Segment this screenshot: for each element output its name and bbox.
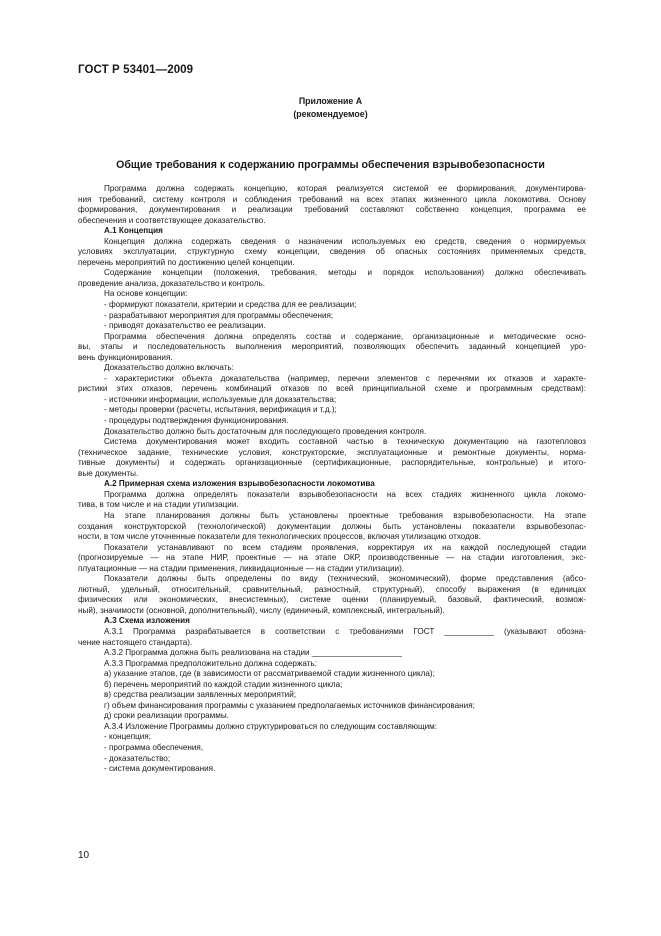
text-line: Система документирования может входить составной частью в техническую документацию на газотепловоз — [104, 437, 586, 447]
text-line: проведение анализа, доказательство и контроль. — [78, 278, 266, 288]
text-line: - разрабатывают мероприятия для программы обеспечения; — [104, 310, 334, 320]
text-line: чение настоящего стандарта). — [78, 637, 193, 647]
text-line: - концепция; — [104, 732, 151, 742]
text-line: Доказательство должно включать: — [104, 363, 234, 373]
body-text — [78, 184, 586, 775]
text-line: А.3.3 Программа предположительно должна содержать: — [104, 658, 317, 668]
text-line: плуатационные — на стадии применения, ликвидационные — на стадии утилизации). — [78, 563, 405, 573]
text-line: (техническое задание, технические условия, конструкторские, эксплуатационные и ремонтные документы, норма- — [78, 447, 586, 457]
text-line: г) объем финансирования программы с указанием предполагаемых источников финансирования; — [104, 700, 475, 710]
text-line: вень функционирования. — [78, 352, 173, 362]
text-line: - методы проверки (расчеты, испытания, верификация и т.д.); — [104, 405, 337, 415]
text-line: - характеристики объекта доказательства (например, перечни элементов с перечнями их отказов и характе- — [104, 373, 586, 383]
text-line: - доказательство; — [104, 753, 171, 763]
text-line: тива, в том числе и на стадии утилизации. — [78, 500, 239, 510]
text-line: А.3.4 Изложение Программы должно структурироваться по следующим составляющим: — [104, 721, 438, 731]
text-line: А.3.1 Программа разрабатывается в соответствии с требованиями ГОСТ ___________ (указывают обозна- — [104, 626, 586, 636]
text-line: тивные документы) и содержать организационные (сертификационные, распорядительные, контрольные) и итого- — [78, 458, 586, 468]
text-line: На основе концепции: — [104, 289, 188, 299]
text-line: д) сроки реализации программы. — [104, 711, 229, 721]
text-line: перечень мероприятий по достижению целей концепции. — [78, 257, 295, 267]
text-line: - система документирования. — [104, 764, 216, 774]
text-line: создания конструкторской (технологической) документации должны быть установлены показатели взрывобезопас- — [78, 521, 586, 531]
text-line: Показатели должны быть определены по виду (технический, экономический), форме представления (абсо- — [104, 574, 586, 584]
text-line: (прогнозируемые — на этапе НИР, проектные — на этапе ОКР, производственные — на стадии изготовления, экс- — [78, 553, 586, 563]
text-line: Содержание концепции (положения, требования, методы и порядок использования) должно обеспечивать — [104, 268, 586, 278]
text-line: Программа должна содержать концепцию, которая реализуется системой ее формирования, документирова- — [104, 184, 586, 193]
text-line: ности, в том числе уточненные показатели для технологических процессов, включая утилизацию отходов. — [78, 532, 481, 542]
text-line: Доказательство должно быть достаточным для последующего проведения контроля. — [104, 426, 427, 436]
text-line: Концепция должна содержать сведения о назначении используемых ею средств, сведения о нормируемых — [104, 236, 586, 246]
text-line: - формируют показатели, критерии и средства для ее реализации; — [104, 300, 357, 310]
text-line: вы, этапы и последовательность выполнения мероприятий, позволяющих обеспечить заданный концепцией уро- — [78, 342, 586, 352]
text-line: - процедуры подтверждения функционирования. — [104, 416, 289, 426]
section-heading: А.1 Концепция — [104, 226, 163, 236]
section-heading: А.2 Примерная схема изложения взрывобезопасности локомотива — [104, 479, 375, 489]
text-line: ния требований, систему контроля и соблюдения требований на всех этапах жизненного цикла локомотива. Основу — [78, 194, 586, 204]
text-line: - программа обеспечения, — [104, 742, 204, 752]
text-line: формирования, документирования и реализации требований составляют собственно концепция, программа ее — [78, 205, 586, 215]
text-line: вые документы. — [78, 468, 139, 478]
section-heading: А.3 Схема изложения — [104, 616, 190, 626]
text-line: физических или экономических, внесистемных), системе оценки (планируемый, базовый, фактический, возмож- — [78, 595, 586, 605]
text-line: обеспечения и соответствующее доказательство. — [78, 215, 266, 225]
text-line: а) указание этапов, где (в зависимости от рассматриваемой стадии жизненного цикла); — [104, 669, 435, 679]
appendix-subtitle: (рекомендуемое) — [293, 109, 368, 119]
section-title: Общие требования к содержанию программы обеспечения взрывобезопасности — [116, 159, 545, 171]
text-line: в) средства реализации заявленных мероприятий; — [104, 690, 297, 700]
document-code: ГОСТ Р 53401—2009 — [78, 64, 194, 76]
text-line: - источники информации, используемые для доказательства; — [104, 394, 337, 404]
text-line: условиях эксплуатации, структурную схему концепции, сведения об опасных состояниях применяемых средств, — [78, 247, 586, 257]
page-number: 10 — [78, 850, 90, 861]
text-line: б) перечень мероприятий по каждой стадии жизненного цикла; — [104, 679, 343, 689]
text-line: Программа должна определять показатели взрывобезопасности на всех стадиях жизненного цикла локомо- — [104, 489, 586, 499]
text-line: А.3.2 Программа должна быть реализована на стадии ____________________ — [104, 648, 403, 658]
text-line: лютный, удельный, относительный, сравнительный, разностный, структурный), способу выражения (в единицах — [78, 584, 586, 594]
appendix-title: Приложение А — [298, 96, 363, 106]
text-line: Программа обеспечения должна определять состав и содержание, организационные и методические осно- — [104, 331, 586, 341]
text-line: - приводят доказательство ее реализации. — [104, 321, 266, 331]
text-line: На этапе планирования должны быть установлены проектные требования взрывобезопасности. На этапе — [104, 510, 586, 520]
text-line: ристики этих отказов, перечень комбинаций отказов по всей принципиальной схеме и программным средствам): — [78, 384, 586, 394]
text-line: ный), значимости (основной, дополнительный), числу (единичный, комплексный, интегральный). — [78, 605, 445, 615]
text-line: Показатели устанавливают по всем стадиям проявления, корректируя их на каждой последующей стадии — [104, 542, 586, 552]
